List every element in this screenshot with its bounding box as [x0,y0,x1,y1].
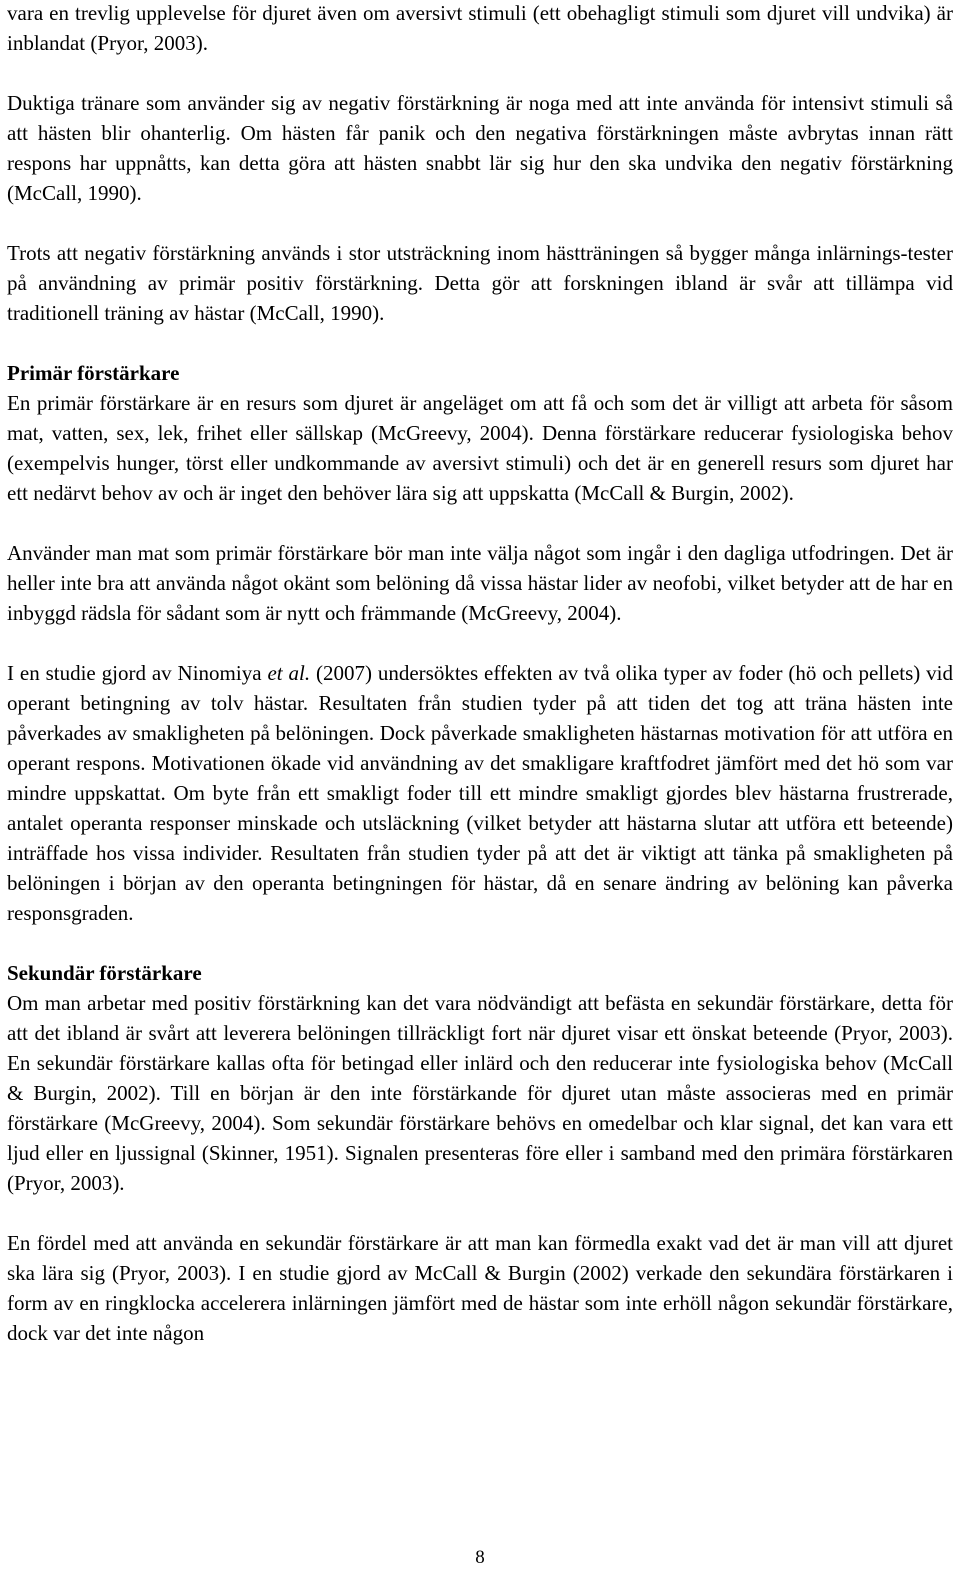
heading-primar-forstarkare: Primär förstärkare [7,361,180,385]
page-number: 8 [475,1547,485,1568]
heading-sekundar-forstarkare: Sekundär förstärkare [7,961,202,985]
paragraph-1: vara en trevlig upplevelse för djuret även om aversivt stimuli (ett obehagligt stimuli som djuret vill undvika) är inblandat (Pryor, 2003). [7,1,953,55]
paragraph-6-start: I en studie gjord av Ninomiya [7,661,268,685]
paragraph-6-italic: et al. [267,661,311,685]
paragraph-6 [7,658,953,928]
paragraph-8: En fördel med att använda en sekundär förstärkare är att man kan förmedla exakt vad det är man vill att djuret ska lära sig (Pryor, 2003). I en studie gjord av McCall & Burgin (2002) verkade den sekundära förstärkaren i form av en ringklocka accelerera inlärningen jämfört med de hästar som inte erhöll någon sekundär förstärkare, dock var det inte någon [7,1231,953,1345]
paragraph-3: Trots att negativ förstärkning används i stor utsträckning inom hästträningen så bygger många inlärnings-tester på användning av primär positiv förstärkning. Detta gör att forskningen ibland är svår att tillämpa vid traditionell träning av hästar (McCall, 1990). [7,241,953,325]
paragraph-6-end: (2007) undersöktes effekten av två olika typer av foder (hö och pellets) vid operant betingning av tolv hästar. Resultaten från studien tyder på att tiden det tog att träna hästen inte påverkades av smakligheten på belöningen. Dock påverkade smakligheten hästarnas motivation för att utföra en operant respons. Motivationen ökade vid användning av det smakligare kraftfodret jämfört med det hö som var mindre uppskattat. Om byte från ett smakligt foder till ett mindre smakligt gjordes blev hästarna frustrerade, antalet operanta responser minskade och utsläckning (vilket betyder att hästarna slutar att utföra ett beteende) inträffade hos vissa individer. Resultaten från studien tyder på att det är viktigt att tänka på smakligheten på belöningen i början av den operanta betingningen för hästar, då en senare ändring av belöning kan påverka responsgraden. [7,661,954,925]
paragraph-7: Om man arbetar med positiv förstärkning kan det vara nödvändigt att befästa en sekundär förstärkare, detta för att det ibland är svårt att leverera belöningen tillräckligt fort när djuret visar ett önskat beteende (Pryor, 2003). En sekundär förstärkare kallas ofta för betingad eller inlärd och den reducerar inte fysiologiska behov (McCall & Burgin, 2002). Till en början är den inte förstärkande för djuret utan måste associeras med en primär förstärkare (McGreevy, 2004). Som sekundär förstärkare behövs en omedelbar och klar signal, det kan vara ett ljud eller en ljussignal (Skinner, 1951). Signalen presenteras före eller i samband med den primära förstärkaren (Pryor, 2003). [7,991,953,1195]
paragraph-5: Använder man mat som primär förstärkare bör man inte välja något som ingår i den dagliga utfodringen. Det är heller inte bra att använda något okänt som belöning då vissa hästar lider av neofobi, vilket betyder att de har en inbyggd rädsla för sådant som är nytt och främmande (McGreevy, 2004). [7,541,953,625]
paragraph-2: Duktiga tränare som använder sig av negativ förstärkning är noga med att inte använda för intensivt stimuli så att hästen blir ohanterlig. Om hästen får panik och den negativa förstärkningen måste avbrytas innan rätt respons har uppnåtts, kan detta göra att hästen snabbt lär sig hur den ska undvika den negativ förstärkning (McCall, 1990). [7,91,953,205]
paragraph-4: En primär förstärkare är en resurs som djuret är angeläget om att få och som det är villigt att arbeta för såsom mat, vatten, sex, lek, frihet eller sällskap (McGreevy, 2004). Denna förstärkare reducerar fysiologiska behov (exempelvis hunger, törst eller undkommande av aversivt stimuli) och det är en generell resurs som djuret har ett nedärvt behov av och är inget den behöver lära sig att uppskatta (McCall & Burgin, 2002). [7,391,953,505]
body-text [7,0,953,1348]
